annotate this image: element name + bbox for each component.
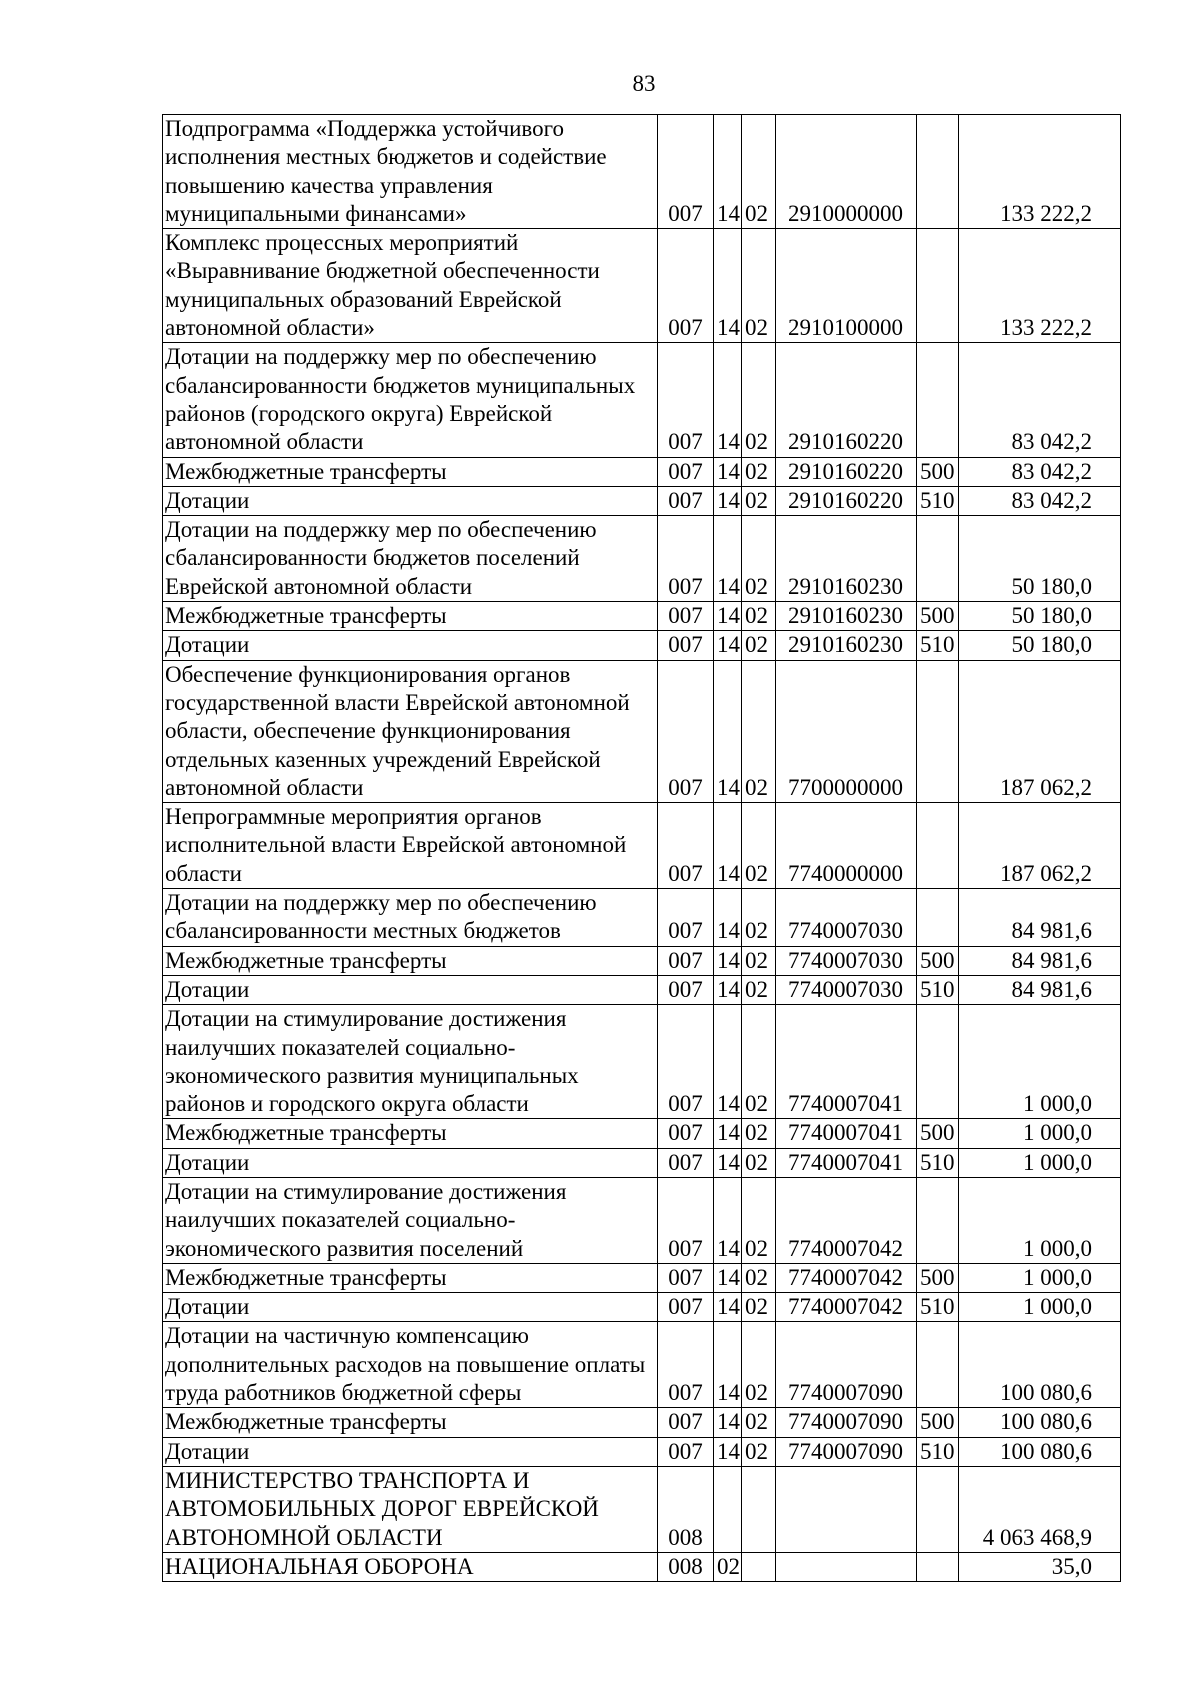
table-row: [163, 803, 1121, 889]
target-article-cell: 7740007090: [776, 1408, 917, 1437]
expense-name-cell: Комплекс процессных мероприятий «Выравнивание бюджетной обеспеченности муниципальных образований Еврейской автономной области»: [163, 229, 658, 343]
subsection-code-cell: 02: [742, 946, 776, 975]
expense-type-cell: 510: [917, 975, 959, 1004]
budget-table: [162, 114, 1121, 1582]
target-article-cell: 2910160220: [776, 457, 917, 486]
target-article-cell: 7740007041: [776, 1005, 917, 1119]
section-code-cell: 14: [714, 1408, 742, 1437]
amount-cell: 1 000,0: [959, 1293, 1121, 1322]
expense-name-cell: Дотации на поддержку мер по обеспечению сбалансированности местных бюджетов: [163, 889, 658, 947]
section-code-cell: 14: [714, 946, 742, 975]
section-code-cell: 14: [714, 1177, 742, 1263]
expense-name-cell: Подпрограмма «Поддержка устойчивого исполнения местных бюджетов и содействие повышению качества управления муниципальными финансами»: [163, 115, 658, 229]
department-code-cell: 007: [658, 1322, 714, 1408]
table-row: [163, 1466, 1121, 1552]
expense-type-cell: 500: [917, 1263, 959, 1292]
target-article-cell: 7740000000: [776, 803, 917, 889]
amount-cell: 1 000,0: [959, 1263, 1121, 1292]
expense-name-cell: Дотации: [163, 1437, 658, 1466]
subsection-code-cell: 02: [742, 1005, 776, 1119]
department-code-cell: 007: [658, 975, 714, 1004]
amount-cell: 50 180,0: [959, 516, 1121, 602]
subsection-code-cell: 02: [742, 1408, 776, 1437]
expense-name-cell: Межбюджетные трансферты: [163, 1119, 658, 1148]
department-code-cell: 007: [658, 631, 714, 660]
amount-cell: 133 222,2: [959, 115, 1121, 229]
department-code-cell: 007: [658, 1148, 714, 1177]
expense-name-cell: Непрограммные мероприятия органов исполнительной власти Еврейской автономной области: [163, 803, 658, 889]
department-code-cell: 007: [658, 660, 714, 802]
subsection-code-cell: 02: [742, 1148, 776, 1177]
table-row: [163, 889, 1121, 947]
expense-name-cell: Дотации на стимулирование достижения наилучших показателей социально-экономического развития муниципальных районов и городского округа области: [163, 1005, 658, 1119]
table-row: [163, 1263, 1121, 1292]
expense-type-cell: [917, 660, 959, 802]
subsection-code-cell: 02: [742, 889, 776, 947]
table-row: [163, 457, 1121, 486]
subsection-code-cell: 02: [742, 1177, 776, 1263]
subsection-code-cell: 02: [742, 343, 776, 457]
expense-type-cell: [917, 889, 959, 947]
expense-name-cell: Межбюджетные трансферты: [163, 602, 658, 631]
amount-cell: 83 042,2: [959, 486, 1121, 515]
section-code-cell: 14: [714, 975, 742, 1004]
section-code-cell: 14: [714, 1437, 742, 1466]
expense-name-cell: Обеспечение функционирования органов государственной власти Еврейской автономной области, обеспечение функционирования отдельных казенных учреждений Еврейской автономной области: [163, 660, 658, 802]
department-code-cell: 007: [658, 516, 714, 602]
subsection-code-cell: [742, 1466, 776, 1552]
table-row: [163, 602, 1121, 631]
department-code-cell: 007: [658, 457, 714, 486]
expense-type-cell: 510: [917, 1293, 959, 1322]
amount-cell: 4 063 468,9: [959, 1466, 1121, 1552]
expense-type-cell: [917, 516, 959, 602]
target-article-cell: 7740007030: [776, 975, 917, 1004]
subsection-code-cell: 02: [742, 229, 776, 343]
amount-cell: 1 000,0: [959, 1005, 1121, 1119]
subsection-code-cell: 02: [742, 631, 776, 660]
table-row: [163, 1437, 1121, 1466]
subsection-code-cell: 02: [742, 516, 776, 602]
table-row: [163, 975, 1121, 1004]
department-code-cell: 007: [658, 1408, 714, 1437]
table-body: [163, 115, 1121, 1582]
expense-type-cell: [917, 343, 959, 457]
expense-type-cell: 510: [917, 1148, 959, 1177]
amount-cell: 100 080,6: [959, 1437, 1121, 1466]
department-code-cell: 007: [658, 1005, 714, 1119]
expense-type-cell: 510: [917, 631, 959, 660]
table-row: [163, 1177, 1121, 1263]
page-number: 83: [632, 71, 656, 96]
department-code-cell: 007: [658, 1293, 714, 1322]
section-code-cell: 14: [714, 486, 742, 515]
target-article-cell: 2910000000: [776, 115, 917, 229]
expense-name-cell: Дотации: [163, 1148, 658, 1177]
table-row: [163, 1552, 1121, 1581]
section-code-cell: [714, 1466, 742, 1552]
expense-name-cell: Межбюджетные трансферты: [163, 1408, 658, 1437]
target-article-cell: 2910160220: [776, 486, 917, 515]
target-article-cell: [776, 1466, 917, 1552]
target-article-cell: 2910160230: [776, 631, 917, 660]
subsection-code-cell: 02: [742, 115, 776, 229]
table-row: [163, 631, 1121, 660]
expense-name-cell: Дотации: [163, 486, 658, 515]
amount-cell: 100 080,6: [959, 1408, 1121, 1437]
amount-cell: 50 180,0: [959, 602, 1121, 631]
expense-name-cell: МИНИСТЕРСТВО ТРАНСПОРТА И АВТОМОБИЛЬНЫХ ДОРОГ ЕВРЕЙСКОЙ АВТОНОМНОЙ ОБЛАСТИ: [163, 1466, 658, 1552]
subsection-code-cell: 02: [742, 1293, 776, 1322]
target-article-cell: 7740007030: [776, 946, 917, 975]
subsection-code-cell: 02: [742, 457, 776, 486]
amount-cell: 50 180,0: [959, 631, 1121, 660]
department-code-cell: 007: [658, 1177, 714, 1263]
target-article-cell: 7740007042: [776, 1293, 917, 1322]
table-row: [163, 516, 1121, 602]
expense-type-cell: [917, 1552, 959, 1581]
expense-name-cell: НАЦИОНАЛЬНАЯ ОБОРОНА: [163, 1552, 658, 1581]
department-code-cell: 007: [658, 486, 714, 515]
amount-cell: 133 222,2: [959, 229, 1121, 343]
expense-name-cell: Дотации на стимулирование достижения наилучших показателей социально-экономического развития поселений: [163, 1177, 658, 1263]
amount-cell: 187 062,2: [959, 803, 1121, 889]
expense-name-cell: Дотации на поддержку мер по обеспечению сбалансированности бюджетов поселений Еврейской автономной области: [163, 516, 658, 602]
section-code-cell: 14: [714, 1322, 742, 1408]
target-article-cell: 2910160230: [776, 602, 917, 631]
expense-type-cell: 510: [917, 486, 959, 515]
expense-type-cell: [917, 1466, 959, 1552]
department-code-cell: 008: [658, 1552, 714, 1581]
expense-type-cell: 500: [917, 457, 959, 486]
department-code-cell: 007: [658, 1119, 714, 1148]
department-code-cell: 007: [658, 889, 714, 947]
table-row: [163, 660, 1121, 802]
table-row: [163, 946, 1121, 975]
table-row: [163, 1119, 1121, 1148]
subsection-code-cell: 02: [742, 1322, 776, 1408]
amount-cell: 1 000,0: [959, 1177, 1121, 1263]
subsection-code-cell: 02: [742, 1263, 776, 1292]
table-row: [163, 1408, 1121, 1437]
expense-name-cell: Дотации: [163, 1293, 658, 1322]
target-article-cell: [776, 1552, 917, 1581]
section-code-cell: 14: [714, 115, 742, 229]
amount-cell: 84 981,6: [959, 975, 1121, 1004]
amount-cell: 1 000,0: [959, 1119, 1121, 1148]
expense-type-cell: [917, 115, 959, 229]
expense-type-cell: [917, 803, 959, 889]
amount-cell: 187 062,2: [959, 660, 1121, 802]
target-article-cell: 7740007042: [776, 1177, 917, 1263]
section-code-cell: 14: [714, 457, 742, 486]
section-code-cell: 14: [714, 229, 742, 343]
subsection-code-cell: 02: [742, 486, 776, 515]
target-article-cell: 7740007090: [776, 1322, 917, 1408]
amount-cell: 100 080,6: [959, 1322, 1121, 1408]
expense-name-cell: Дотации на поддержку мер по обеспечению сбалансированности бюджетов муниципальных районов (городского округа) Еврейской автономной области: [163, 343, 658, 457]
expense-name-cell: Дотации на частичную компенсацию дополнительных расходов на повышение оплаты труда работников бюджетной сферы: [163, 1322, 658, 1408]
subsection-code-cell: 02: [742, 1437, 776, 1466]
department-code-cell: 007: [658, 1263, 714, 1292]
department-code-cell: 007: [658, 115, 714, 229]
amount-cell: 35,0: [959, 1552, 1121, 1581]
department-code-cell: 007: [658, 803, 714, 889]
section-code-cell: 14: [714, 803, 742, 889]
amount-cell: 83 042,2: [959, 457, 1121, 486]
department-code-cell: 007: [658, 1437, 714, 1466]
section-code-cell: 14: [714, 1005, 742, 1119]
table-row: [163, 1322, 1121, 1408]
section-code-cell: 14: [714, 516, 742, 602]
department-code-cell: 007: [658, 946, 714, 975]
expense-type-cell: 500: [917, 1408, 959, 1437]
table-row: [163, 229, 1121, 343]
section-code-cell: 14: [714, 1119, 742, 1148]
section-code-cell: 14: [714, 602, 742, 631]
department-code-cell: 007: [658, 343, 714, 457]
target-article-cell: 7740007090: [776, 1437, 917, 1466]
expense-name-cell: Межбюджетные трансферты: [163, 457, 658, 486]
section-code-cell: 14: [714, 1263, 742, 1292]
target-article-cell: 7740007042: [776, 1263, 917, 1292]
section-code-cell: 14: [714, 631, 742, 660]
table-row: [163, 115, 1121, 229]
table-row: [163, 1293, 1121, 1322]
subsection-code-cell: 02: [742, 602, 776, 631]
subsection-code-cell: 02: [742, 1119, 776, 1148]
table-row: [163, 486, 1121, 515]
section-code-cell: 14: [714, 660, 742, 802]
section-code-cell: 02: [714, 1552, 742, 1581]
department-code-cell: 008: [658, 1466, 714, 1552]
target-article-cell: 2910100000: [776, 229, 917, 343]
target-article-cell: 2910160230: [776, 516, 917, 602]
amount-cell: 83 042,2: [959, 343, 1121, 457]
target-article-cell: 7740007030: [776, 889, 917, 947]
expense-type-cell: [917, 229, 959, 343]
expense-type-cell: [917, 1005, 959, 1119]
section-code-cell: 14: [714, 1293, 742, 1322]
subsection-code-cell: [742, 1552, 776, 1581]
section-code-cell: 14: [714, 343, 742, 457]
expense-name-cell: Межбюджетные трансферты: [163, 946, 658, 975]
expense-type-cell: 500: [917, 602, 959, 631]
expense-type-cell: [917, 1177, 959, 1263]
subsection-code-cell: 02: [742, 975, 776, 1004]
amount-cell: 84 981,6: [959, 946, 1121, 975]
expense-name-cell: Дотации: [163, 631, 658, 660]
target-article-cell: 2910160220: [776, 343, 917, 457]
table-row: [163, 1005, 1121, 1119]
section-code-cell: 14: [714, 889, 742, 947]
table-row: [163, 343, 1121, 457]
department-code-cell: 007: [658, 229, 714, 343]
expense-type-cell: 500: [917, 946, 959, 975]
table-row: [163, 1148, 1121, 1177]
target-article-cell: 7700000000: [776, 660, 917, 802]
subsection-code-cell: 02: [742, 660, 776, 802]
target-article-cell: 7740007041: [776, 1119, 917, 1148]
amount-cell: 1 000,0: [959, 1148, 1121, 1177]
department-code-cell: 007: [658, 602, 714, 631]
subsection-code-cell: 02: [742, 803, 776, 889]
amount-cell: 84 981,6: [959, 889, 1121, 947]
expense-type-cell: [917, 1322, 959, 1408]
expense-name-cell: Дотации: [163, 975, 658, 1004]
expense-type-cell: 510: [917, 1437, 959, 1466]
target-article-cell: 7740007041: [776, 1148, 917, 1177]
section-code-cell: 14: [714, 1148, 742, 1177]
expense-name-cell: Межбюджетные трансферты: [163, 1263, 658, 1292]
expense-type-cell: 500: [917, 1119, 959, 1148]
